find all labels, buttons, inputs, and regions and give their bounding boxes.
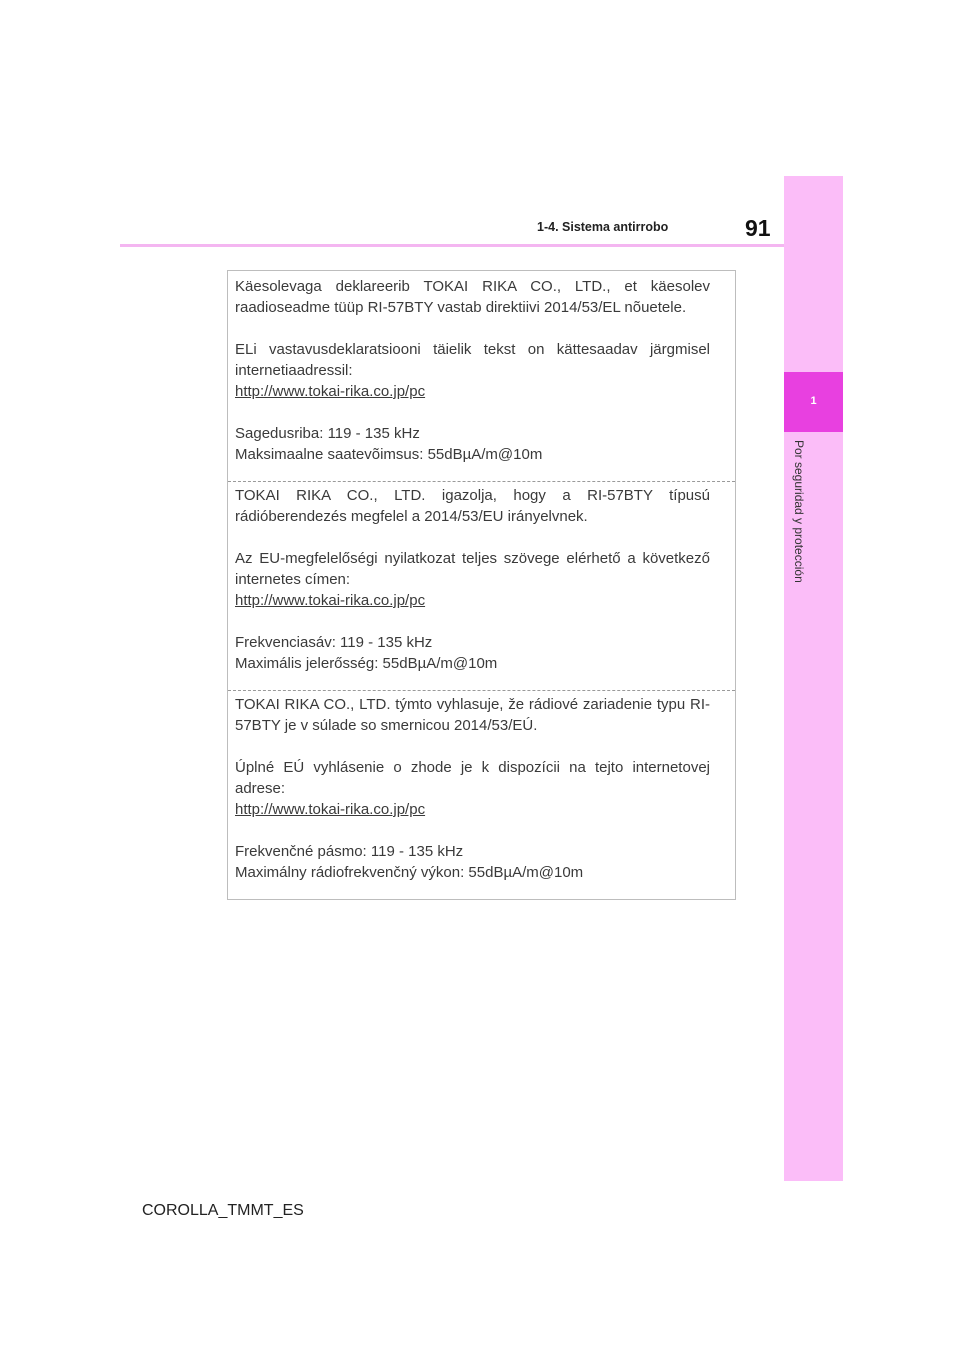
frequency-band: Frekvenciasáv: 119 - 135 kHz [235,634,433,651]
declaration-statement: TOKAI RIKA CO., LTD. týmto vyhlasuje, že rádiové zariadenie typu RI-57BTY je v súlade so smernicou 2014/53/EÚ. [235,696,710,734]
declaration-statement: Käesolevaga deklareerib TOKAI RIKA CO., LTD., et käesolev raadioseadme tüüp RI-57BTY vastab direktiivi 2014/53/EL nõuetele. [235,278,710,316]
declaration-block-slovak [235,694,710,883]
page-number: 91 [745,215,771,241]
block-divider [228,481,735,482]
declaration-block-estonian [235,276,710,465]
max-power: Maximálny rádiofrekvenčný výkon: 55dBµA/m@10m [235,864,584,881]
declarations-box [227,270,736,900]
max-power: Maksimaalne saatevõimsus: 55dBµA/m@10m [235,446,543,463]
frequency-band: Sagedusriba: 119 - 135 kHz [235,425,420,442]
declaration-block-hungarian [235,485,710,674]
side-tab [784,176,843,1181]
declaration-url-link[interactable]: http://www.tokai-rika.co.jp/pc [235,801,426,818]
declaration-statement: TOKAI RIKA CO., LTD. igazolja, hogy a RI-57BTY típusú rádióberendezés megfelel a 2014/53/EU irányelvnek. [235,487,710,525]
declaration-url-link[interactable]: http://www.tokai-rika.co.jp/pc [235,383,426,400]
declaration-availability: ELi vastavusdeklaratsiooni täielik tekst on kättesaadav järgmisel internetiaadressil: [235,341,710,379]
max-power: Maximális jelerősség: 55dBµA/m@10m [235,655,498,672]
footer-doc-code: COROLLA_TMMT_ES [142,1202,304,1219]
section-title: 1-4. Sistema antirrobo [537,220,669,234]
block-divider [228,690,735,691]
declaration-url-link[interactable]: http://www.tokai-rika.co.jp/pc [235,592,426,609]
side-tab-chapter-number: 1 [810,395,817,407]
declaration-availability: Az EU-megfelelőségi nyilatkozat teljes szövege elérhető a következő internetes címen: [235,550,710,588]
declaration-availability: Úplné EÚ vyhlásenie o zhode je k dispozícii na tejto internetovej adrese: [235,759,710,797]
frequency-band: Frekvenčné pásmo: 119 - 135 kHz [235,843,464,860]
header-rule [120,244,784,247]
side-tab-chapter-label: Por seguridad y protección [792,440,806,583]
